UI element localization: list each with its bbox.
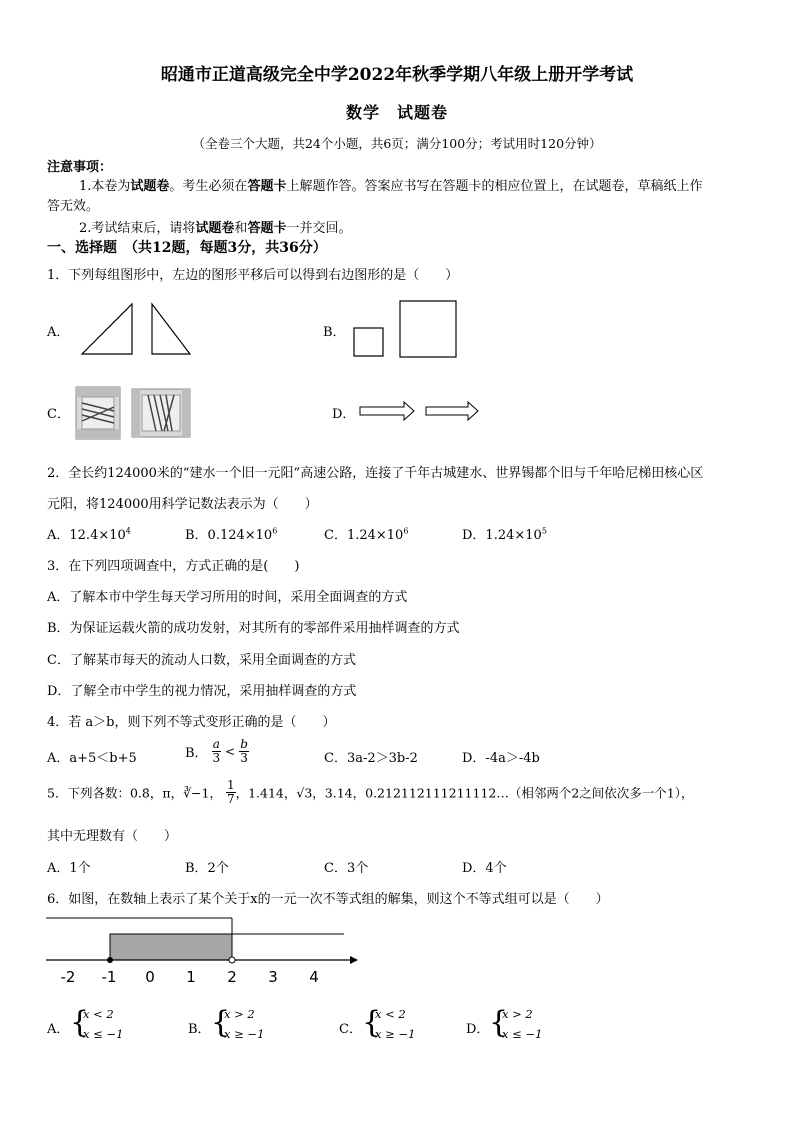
- open-endpoint: [229, 957, 235, 963]
- exam-title: 昭通市正道高级完全中学2022年秋季学期八年级上册开学考试: [160, 65, 634, 85]
- right-arrow: [426, 402, 478, 420]
- q4-option-c: C．3a-2＞3b-2: [324, 751, 418, 766]
- q1-b-squares: [352, 300, 458, 358]
- q6-option-b: B．: [188, 1022, 211, 1037]
- ribbon-figure-left: [76, 387, 120, 439]
- frac-num: b: [240, 737, 248, 751]
- q6-d-brace: {: [489, 1005, 509, 1040]
- q5-fraction: [226, 779, 236, 806]
- right-triangle: [152, 304, 190, 354]
- q5-option-d: D．4个: [462, 861, 507, 876]
- frac-den: 3: [212, 751, 221, 765]
- tick-label: -2: [60, 968, 76, 986]
- q6-option-d: D．: [466, 1022, 490, 1037]
- frac-num: a: [212, 737, 220, 751]
- q6-d-line1: x > 2: [502, 1007, 533, 1021]
- q6-number-line: [46, 912, 362, 986]
- q3-option-a: A．了解本市中学生每天学习所用的时间，采用全面调查的方式: [47, 590, 408, 605]
- q1-option-c: C．: [47, 407, 70, 422]
- q6-a-brace: {: [70, 1005, 90, 1040]
- left-triangle: [82, 304, 132, 354]
- axis-arrow: [350, 956, 358, 964]
- q2-d-text: D．1.24×10: [462, 528, 542, 543]
- q1-a-triangles: [80, 302, 190, 356]
- q6-c-brace: {: [362, 1005, 382, 1040]
- ribbon-figure-right: [132, 389, 190, 437]
- notes-heading: 注意事项：: [47, 160, 113, 175]
- q6-option-c: C．: [339, 1022, 362, 1037]
- q2-option-a: [47, 524, 131, 543]
- q5-items: 0.8̇，π，∛−1，: [129, 785, 222, 801]
- q2-b-exp: 6: [272, 526, 278, 536]
- q3-option-b: B．为保证运载火箭的成功发射，对其所有的零部件采用抽样调查的方式: [47, 621, 460, 636]
- q6-c-line2: x ≥ −1: [375, 1027, 416, 1041]
- q5-stem-line2: 其中无理数有（ ）: [47, 829, 178, 844]
- q1-stem: 1．下列每组图形中，左边的图形平移后可以得到右边图形的是（ ）: [47, 268, 459, 283]
- q3-option-d: D．了解全市中学生的视力情况，采用抽样调查的方式: [47, 684, 357, 699]
- solution-shade: [110, 934, 232, 960]
- q2-a-text: A．12.4×10: [47, 528, 126, 543]
- q6-b-line1: x > 2: [224, 1007, 255, 1021]
- note-bold: 答题卡: [247, 221, 287, 236]
- q6-d-line2: x ≤ −1: [502, 1027, 543, 1041]
- tick-label: 0: [145, 968, 155, 986]
- frac-den: 7: [226, 792, 235, 806]
- q5-stem-line1: [47, 779, 694, 806]
- large-square: [400, 301, 456, 357]
- q3-stem: 3．在下列四项调查中，方式正确的是( ): [47, 559, 300, 574]
- q1-option-d: D．: [332, 407, 356, 422]
- note-item-1: [79, 175, 702, 194]
- q5-post: ，1.414，√3，3.14，0.212112111211112…（相邻两个2之间依次多一个1），: [235, 785, 694, 801]
- q4-option-a: A．a+5＜b+5: [47, 751, 137, 766]
- q4-option-d: D．-4a＞-4b: [462, 751, 540, 766]
- note-text: 1.本卷为: [79, 179, 131, 194]
- q2-option-d: [462, 524, 547, 543]
- q2-option-b: [185, 524, 277, 543]
- tick-label: 2: [227, 968, 237, 986]
- q4-stem: 4．若 a＞b，则下列不等式变形正确的是（ ）: [47, 715, 336, 730]
- q1-d-arrows: [358, 400, 482, 422]
- note-text: 上解题作答。答案应书写在答题卡的相应位置上，在试题卷，草稿纸上作: [286, 179, 703, 194]
- note-text: 一并交回。: [286, 221, 352, 236]
- note-text: 。考生必须在: [169, 179, 248, 194]
- q2-c-text: C．1.24×10: [324, 528, 404, 543]
- note-item-1-cont: 答无效。: [47, 199, 100, 214]
- note-bold: 试题卷: [130, 179, 170, 194]
- q6-c-line1: x < 2: [375, 1007, 406, 1021]
- note-bold: 答题卡: [247, 179, 287, 194]
- q4-option-b: [185, 738, 249, 765]
- q6-a-line2: x ≤ −1: [83, 1027, 124, 1041]
- q6-b-line2: x ≥ −1: [224, 1027, 265, 1041]
- q2-a-exp: 4: [125, 526, 131, 536]
- frac-den: 3: [240, 751, 248, 765]
- q1-option-a: A．: [47, 325, 70, 340]
- tick-label: -1: [101, 968, 117, 986]
- q2-stem-line2: 元阳，将124000用科学记数法表示为（ ）: [47, 497, 318, 512]
- tick-label: 4: [309, 968, 319, 986]
- q5-option-c: C．3个: [324, 861, 369, 876]
- q2-stem-line1: 2．全长约124000米的“建水一个旧一元阳”高速公路，连接了千年古城建水、世界锡都个旧与千年哈尼梯田核心区: [47, 466, 704, 481]
- q2-b-text: B．0.124×10: [185, 528, 273, 543]
- q2-option-c: [324, 524, 408, 543]
- q5-option-a: A．1个: [47, 861, 91, 876]
- left-arrow: [360, 402, 414, 420]
- note-bold: 试题卷: [195, 221, 235, 236]
- q1-c-ribbon-figures: [74, 383, 194, 441]
- q4-b-frac-right: [239, 738, 249, 765]
- q5-option-b: B．2个: [185, 861, 229, 876]
- closed-endpoint: [107, 957, 113, 963]
- small-square: [354, 328, 383, 356]
- q6-a-line1: x < 2: [83, 1007, 114, 1021]
- q6-b-brace: {: [211, 1005, 231, 1040]
- q2-c-exp: 6: [403, 526, 409, 536]
- tick-label: 3: [268, 968, 278, 986]
- note-text: 和: [234, 221, 248, 236]
- frac-num: 1: [226, 778, 235, 792]
- exam-info: （全卷三个大题，共24个小题，共6页；满分100分；考试用时120分钟）: [192, 136, 602, 151]
- q4-b-label: B．: [185, 746, 208, 761]
- note-text: 2.考试结束后，请将: [79, 221, 196, 236]
- q4-b-frac-left: [212, 738, 221, 765]
- note-item-2: [79, 217, 351, 236]
- q2-d-exp: 5: [541, 526, 547, 536]
- q5-pre: 5．下列各数：: [47, 785, 130, 801]
- q6-stem: 6．如图，在数轴上表示了某个关于x的一元一次不等式组的解集，则这个不等式组可以是（ ）: [47, 892, 609, 907]
- q3-option-c: C．了解某市每天的流动人口数，采用全面调查的方式: [47, 653, 356, 668]
- q6-option-a: A．: [47, 1022, 70, 1037]
- q1-option-b: B．: [323, 325, 346, 340]
- exam-subtitle: 数学 试题卷: [345, 103, 448, 122]
- tick-label: 1: [186, 968, 196, 986]
- q4-b-relation: <: [225, 744, 236, 759]
- section-heading: 一、选择题 （共12题，每题3分，共36分）: [47, 240, 327, 256]
